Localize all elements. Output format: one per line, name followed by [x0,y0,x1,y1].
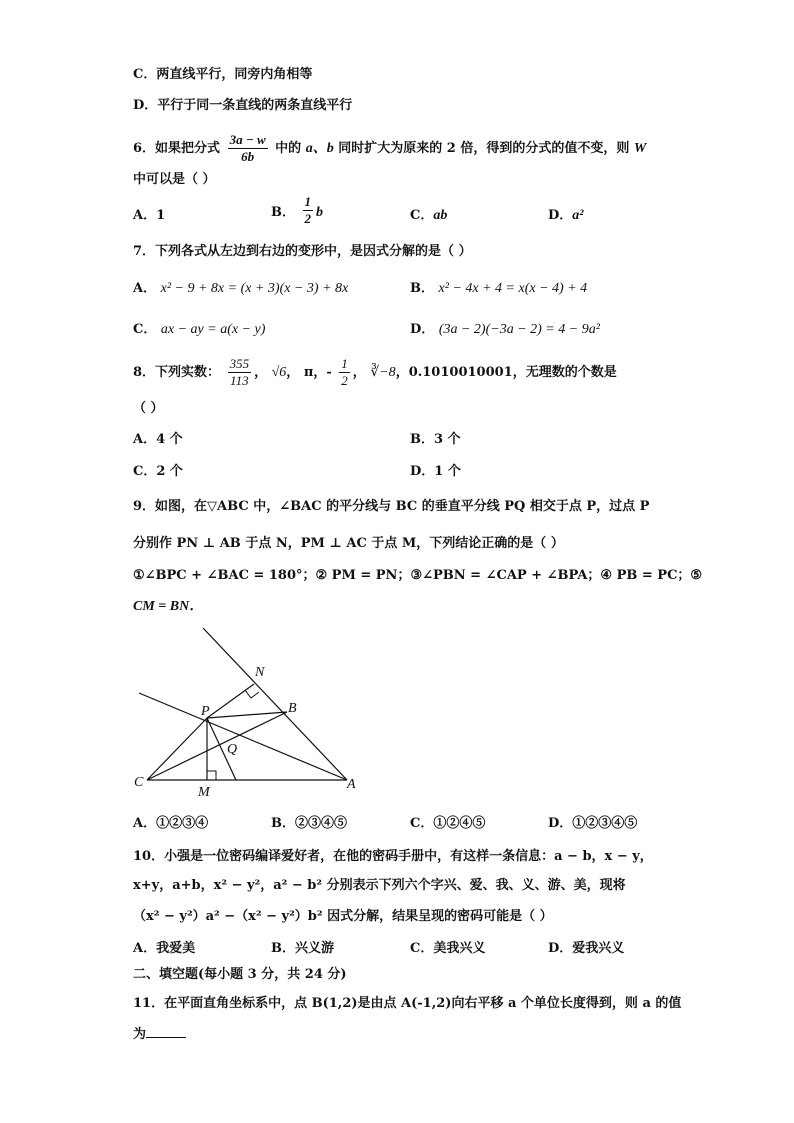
q6-stem-line2: 中可以是（ ） [133,172,216,187]
q7-option-c-label: C． [133,322,157,337]
q7-option-a [133,280,348,298]
right-angle-m [207,771,216,780]
q7-option-c-expr: ax − ay = a(x − y) [160,322,266,337]
q6-var-w: W [633,141,647,156]
q6-option-b-label: B． [271,205,295,220]
label-m: M [198,785,210,800]
q6-option-b [271,194,324,227]
q6-option-d-value: a² [572,208,584,223]
q5-option-d: D．平行于同一条直线的两条直线平行 [133,98,353,113]
q11-line2-text: 为 [133,1027,147,1042]
q10-option-c: C．美我兴义 [410,941,486,956]
q6-stem-tail: 同时扩大为原来的 2 倍，得到的分式的值不变，则 [338,141,630,156]
q9-line4: CM = BN． [133,599,204,614]
q9-geometry-figure [125,620,375,800]
q6-stem-prefix: 6．如果把分式 [133,141,221,156]
q7-option-a-label: A． [133,281,157,296]
q6-option-b-fraction [303,194,314,227]
q11-answer-blank[interactable] [146,1025,186,1038]
q6-option-b-denominator: 2 [304,211,312,226]
q6-option-d-label: D． [548,208,573,223]
q6-stem [133,132,646,165]
q6-option-d [548,207,583,225]
q7-option-b-label: B． [410,281,434,296]
q5-option-c: C．两直线平行，同旁内角相等 [133,67,313,82]
q7-option-d-label: D． [410,322,435,337]
q7-stem: 7．下列各式从左边到右边的变形中，是因式分解的是（ ） [133,244,472,259]
label-c: C [134,775,144,790]
q10-line1: 10．小强是一位密码编译爱好者，在他的密码手册中，有这样一条信息：a − b，x − y， [133,849,653,864]
q8-sqrt6: √6 [271,365,287,380]
line-pc [147,718,207,780]
q8-option-a: A．4 个 [133,432,183,447]
q7-option-b-expr: x² − 4x + 4 = x(x − 4) + 4 [438,281,588,296]
section-2-title: 二、填空题(每小题 3 分，共 24 分) [133,967,347,982]
q6-fraction-denominator: 6b [241,149,255,164]
q6-option-b-var: b [316,205,324,220]
q8-paren: （ ） [133,401,164,416]
q8-pi: π，- [303,365,332,380]
label-p: P [201,704,210,719]
line-pb [207,712,287,718]
q7-option-b [410,280,587,298]
q8-neg-half-numerator: 1 [341,356,348,371]
q8-stem-tail: ，0.1010010001，无理数的个数是 [395,365,617,380]
q9-option-a: A．①②③④ [133,816,209,831]
q6-fraction-numerator: 3a − w [229,132,266,147]
q8-stem-prefix: 8．下列实数： [133,365,221,380]
q6-variables: a、b [305,141,334,156]
line-ab [203,628,347,780]
q8-option-b: B．3 个 [410,432,461,447]
q6-stem-mid: 中的 [275,141,302,156]
q8-cube-root: ∛−8 [370,365,396,380]
q8-neg-half [339,356,350,389]
q8-neg-half-denominator: 2 [341,373,348,388]
q9-line1: 9．如图，在▽ABC 中，∠BAC 的平分线与 BC 的垂直平分线 PQ 相交于点 P，过点 P [133,499,650,514]
q8-fraction [228,356,252,389]
bisector-ap [139,693,347,780]
q10-option-d: D．爱我兴义 [548,941,625,956]
q6-option-c-value: ab [433,208,448,223]
q8-stem: 8．下列实数： $\frac{355}{113}$ ， √6， π，- $\frac{1}{2}$ ， ∛−8，0.1010010001，无理数的个数是 [133,356,617,388]
q7-option-a-expr: x² − 9 + 8x = (x + 3)(x − 3) + 8x [160,281,349,296]
q11-line1: 11．在平面直角坐标系中，点 B(1,2)是由点 A(-1,2)向右平移 a 个单位长度得到，则 a 的值 [133,996,682,1011]
q6-option-c [410,207,447,225]
right-angle-n [245,690,259,698]
label-q: Q [227,742,238,757]
q10-line3: （x² − y²）a² −（x² − y²）b² 因式分解，结果呈现的密码可能是（ ） [133,909,553,924]
q6-option-c-label: C． [410,208,434,223]
q6-option-a: A．1 [133,208,166,223]
q9-option-b: B．②③④⑤ [271,816,347,831]
q11-line2 [133,1025,186,1044]
q9-line3: ①∠BPC + ∠BAC = 180°；② PM = PN；③∠PBN = ∠CAP + ∠BPA；④ PB = PC；⑤ [133,568,703,583]
q9-option-c: C．①②④⑤ [410,816,486,831]
label-n: N [255,665,265,680]
q9-line2: 分别作 PN ⊥ AB 于点 N，PM ⊥ AC 于点 M，下列结论正确的是（ ） [133,536,564,551]
q10-option-b: B．兴义游 [271,941,334,956]
q10-line2: x+y，a+b，x² − y²，a² − b² 分别表示下列六个字兴、爱、我、义、游、美，现将 [133,878,626,893]
q7-option-d [410,321,600,339]
q8-fraction-numerator: 355 [229,356,250,371]
label-b: B [288,701,297,716]
q6-fraction [228,132,268,165]
q8-fraction-denominator: 113 [230,373,249,388]
q9-option-d: D．①②③④⑤ [548,816,638,831]
q7-option-c [133,321,265,339]
label-a: A [347,777,356,792]
q8-option-d: D．1 个 [410,464,461,479]
q6-option-b-numerator: 1 [304,194,312,209]
line-pn [207,684,254,718]
q8-option-c: C．2 个 [133,464,183,479]
q10-option-a: A．我爱美 [133,941,196,956]
q7-option-d-expr: (3a − 2)(−3a − 2) = 4 − 9a² [438,322,600,337]
